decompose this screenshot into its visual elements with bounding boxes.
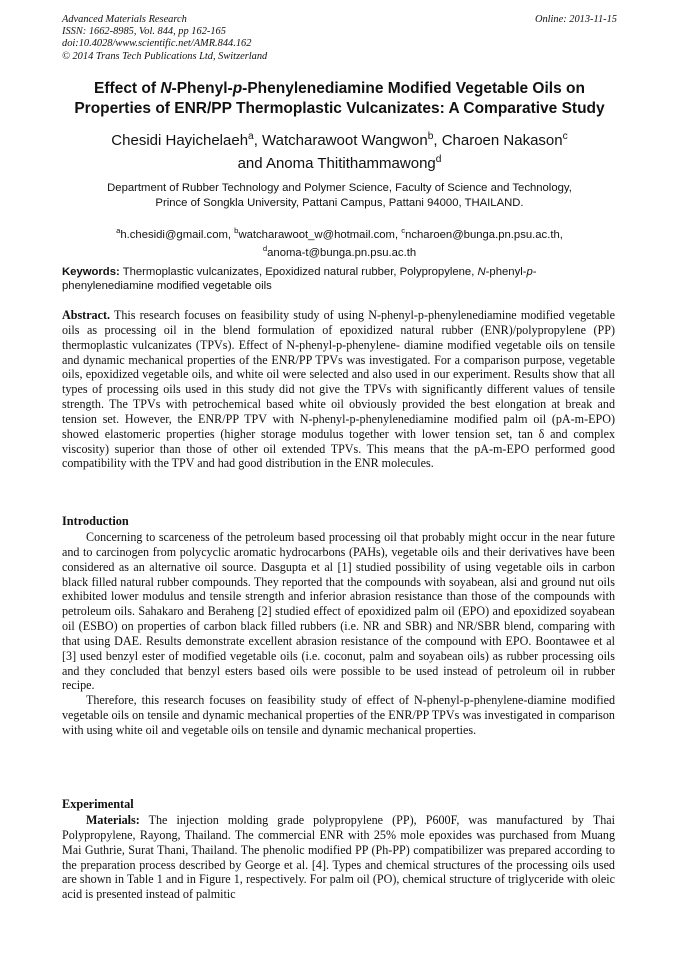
text-line: used instead of petroleum oil in rubber recipe. (62, 663, 615, 693)
introduction-body (62, 530, 615, 738)
text-line: and Beraheng [2] studied effect of epoxidized palm oil (EPO) and epoxidized soyabean oil (ESBO) (62, 604, 615, 634)
title-line-1: Effect of N-Phenyl-p-Phenylenediamine Modified Vegetable Oils on (94, 80, 585, 97)
email-2[interactable]: watcharawoot_w@hotmail.com, (238, 228, 402, 241)
author-list: Chesidi Hayichelaeh$^a$, Watcharawoot Wangwon$^b$, Charoen Nakason$^c$ and Anoma Thitithammawong$^d$ (111, 131, 568, 172)
section-lead-label: Abstract. (62, 308, 111, 322)
text-line: from Muang Mai Guthrie, Surat Thani, Thailand. The phenolic modified PP (Ph-PP) compatibilizer (62, 827, 615, 857)
text-line: showed elastomeric properties (higher storage modulus together with lower tension set, tan δ and (62, 426, 574, 441)
text-line: modified vegetable oils on tensile and dynamic mechanical properties of the ENR/PP TPVs was (62, 693, 615, 723)
text-line: Polypropylene, Rayong, Thailand. The commercial ENR with 25% mole epoxides was purchased (62, 827, 553, 842)
text-line: Boontawee et al [3] used benzyl ester of modified vegetable oils (i.e. coconut, palm and soyabean (62, 633, 615, 663)
text-line: investigated in comparison with using white oil and vegetable oils on tensile and dynamic (62, 708, 615, 737)
text-line: strength and inferior abrasion resistance than those of the compounds with petroleum oils. Sahakaro (62, 589, 615, 619)
text-line: oils) as rubber processing oils and they concluded that benzyl esters based oils were possible to be (62, 648, 615, 678)
experimental-heading: Experimental (62, 797, 134, 811)
text-line: For palm oil (PO), chemical structure of triglyceride with oleic acid is presented instead of palmitic (62, 872, 615, 902)
title-line-2: Properties of ENR/PP Thermoplastic Vulcanizates: A Comparative Study (74, 100, 605, 117)
text-line: with petrochemical based white oil obviously provided the best elongation at break and tension set. (62, 397, 615, 426)
keywords: Keywords: Thermoplastic vulcanizates, Epoxidized natural rubber, Polypropylene, N-phenyl-p- phenylenediamine modified vegetable oils (62, 266, 537, 293)
author-3: , Charoen Nakason (433, 132, 563, 149)
text-line: this study did not give the TPVs with significantly different values of tensile strength. The TPVs (62, 382, 615, 412)
introduction-heading: Introduction (62, 514, 129, 528)
text-line: chemical structures of the processing oils used are shown in Table 1 and in Figure 1, respectively. (62, 857, 615, 887)
abstract (62, 308, 615, 471)
text-line: possibility of using vegetable oils in carbon black filled natural rubber compounds. They reported (62, 559, 615, 589)
online-date: Online: 2013-11-15 (534, 14, 617, 25)
author-4: and Anoma Thitithammawong (237, 155, 436, 172)
text-line: Therefore, this research focuses on feasibility study of effect of N-phenyl-p-phenylene-diamine (86, 693, 572, 708)
doi-line[interactable]: doi:10.4028/www.scientific.net/AMR.844.162 (62, 38, 252, 50)
text-line: This research focuses on feasibility study of using N-phenyl-p-phenylenediamine (110, 308, 521, 322)
issn-line: ISSN: 1662-8985, Vol. 844, pp 162-165 (62, 26, 226, 38)
journal-name: Advanced Materials Research (62, 14, 187, 25)
text-line: The injection molding grade polypropylene (PP), P600F, was manufactured by Thai (139, 813, 615, 827)
email-3[interactable]: ncharoen@bunga.pn.psu.ac.th, (405, 228, 563, 241)
section-lead-label: Materials: (86, 813, 140, 827)
text-line: mechanical properties. (366, 722, 477, 737)
paper-title (62, 79, 617, 119)
author-2: , Watcharawoot Wangwon (253, 132, 428, 149)
journal-header (62, 14, 617, 63)
affiliation: Department of Rubber Technology and Polymer Science, Faculty of Science and Technology, Prince of Songkla University, Pattani Campus, Pattani 94000, THAILAND. (107, 182, 572, 209)
experimental-body (62, 813, 615, 902)
text-line: that the compounds with soyabean, alsi and ground nut oils exhibited lower modulus and tensile (62, 574, 615, 604)
text-line: performed good compatibility with the TPV and had good distribution in the ENR molecules. (62, 441, 615, 471)
author-1: Chesidi Hayichelaeh (111, 132, 249, 149)
text-line: (ENR)/polypropylene (PP) thermoplastic vulcanizates (TPVs). Effect of N-phenyl-p-phenylene- (62, 322, 615, 352)
email-1[interactable]: h.chesidi@gmail.com, (120, 228, 235, 241)
text-line: complex viscosity) superior than those of other oil extended TPVs. This means that the pA-m-EPO (62, 426, 615, 456)
text-line: However, the ENR/PP TPV with N-phenyl-p-phenylenediamine modified palm oil (pA-m-EPO) (124, 411, 615, 426)
author-emails: $^a$h.chesidi@gmail.com, $^b$watcharawoot_w@hotmail.com, $^c$ncharoen@bunga.pn.psu.ac.th, $^d$anoma-t@bunga.pn.psu.ac.th (116, 226, 563, 260)
email-4[interactable]: anoma-t@bunga.pn.psu.ac.th (267, 247, 417, 260)
copyright-line: © 2014 Trans Tech Publications Ltd, Switzerland (62, 50, 268, 62)
text-line: and their derivatives have been considered as an alternative oil source. Dasgupta et al [1] studied (62, 544, 615, 574)
text-line: was prepared according to the preparation process described by George et al. [4]. Types and (62, 842, 615, 872)
text-line: Concerning to scarceness of the petroleum based processing oil that probably might occur in (86, 530, 544, 544)
text-line: the near future and to carcinogen from polycyclic aromatic hydrocarbons (PAHs), vegetable oils (62, 530, 615, 559)
text-line: on properties of carbon black filled rubbers (i.e. NR and SBR) and NR/SBR blend, comparing with (121, 619, 615, 634)
text-line: were selected and also used in our experiment. Results show that all types of processing oils used in (62, 367, 615, 397)
text-line: that using DAE. Results demonstrate excellent abrasion resistance of the compound with EPO. (62, 633, 536, 648)
keywords-label: Keywords: (62, 266, 120, 278)
text-line: diamine modified vegetable oils on tensile and dynamic mechanical properties of the ENR/PP TPVs (62, 337, 615, 367)
text-line: was investigated. For a comparison purpose, vegetable oils, epoxidized vegetable oils, and white oil (62, 352, 615, 382)
text-line: modified vegetable oils as processing oil in the blend formulation of epoxidized natural rubber (62, 308, 615, 337)
